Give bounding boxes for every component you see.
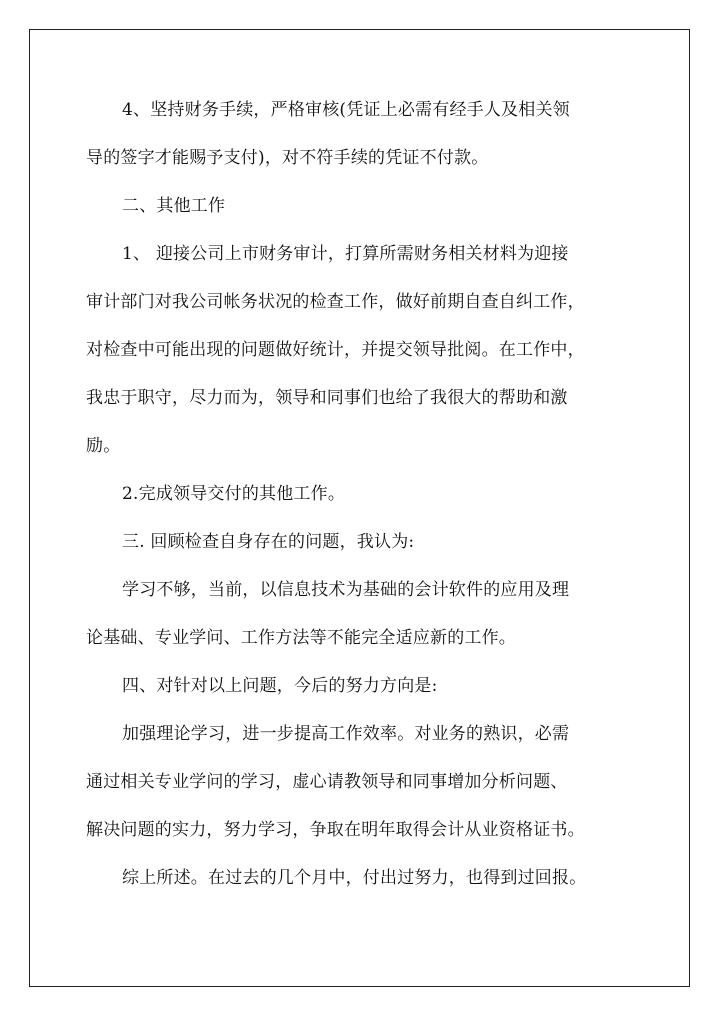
section-heading: 三. 回顾检查自身存在的问题，我认为:: [122, 532, 415, 552]
text-line: 2.完成领导交付的其他工作。: [122, 484, 346, 504]
text-line: 加强理论学习，进一步提高工作效率。对业务的熟识，必需: [122, 724, 570, 744]
text-line: 励。: [86, 436, 121, 456]
section-heading: 二、其他工作: [122, 196, 226, 216]
text-line: 审计部门对我公司帐务状况的检查工作，做好前期自查自纠工作，: [86, 292, 585, 312]
section-heading: 四、对针对以上问题，今后的努力方向是:: [122, 676, 438, 696]
text-line: 学习不够，当前，以信息技术为基础的会计软件的应用及理: [122, 580, 570, 600]
text-line: 解决问题的实力，努力学习，争取在明年取得会计从业资格证书。: [86, 820, 585, 840]
text-line: 通过相关专业学问的学习，虚心请教领导和同事增加分析问题、: [86, 772, 568, 792]
text-line: 1、 迎接公司上市财务审计，打算所需财务相关材料为迎接: [122, 244, 569, 264]
text-line: 对检查中可能出现的问题做好统计，并提交领导批阅。在工作中，: [86, 340, 585, 360]
text-line: 导的签字才能赐予支付)，对不符手续的凭证不付款。: [86, 148, 489, 168]
text-line: 综上所述。在过去的几个月中，付出过努力，也得到过回报。: [122, 868, 587, 888]
text-line: 我忠于职守，尽力而为，领导和同事们也给了我很大的帮助和激: [86, 388, 568, 408]
document-body: [86, 92, 636, 908]
text-line: 4、坚持财务手续，严格审核(凭证上必需有经手人及相关领: [122, 100, 570, 120]
text-line: 论基础、专业学问、工作方法等不能完全适应新的工作。: [86, 628, 516, 648]
